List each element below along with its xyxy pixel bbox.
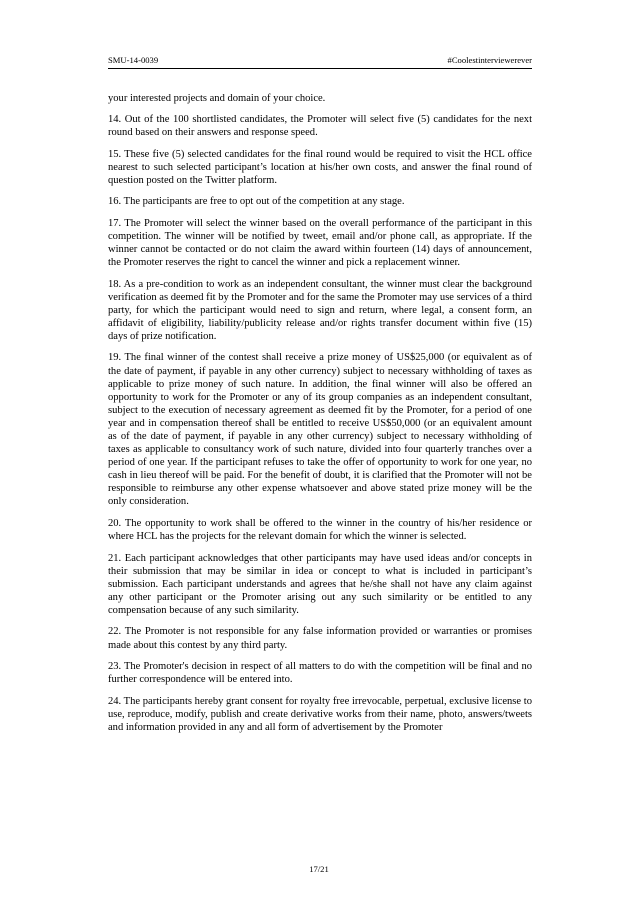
- clause-23: 23. The Promoter's decision in respect of all matters to do with the competition will be final and no further correspondence will be entered into.: [108, 660, 532, 686]
- clause-15: 15. These five (5) selected candidates for the final round would be required to visit the HCL office nearest to such selected participant’s location at his/her own costs, and answer the final round of question posted on the Twitter platform.: [108, 148, 532, 186]
- paragraph-continuation: your interested projects and domain of your choice.: [108, 93, 326, 104]
- page-number: 17/21: [309, 864, 329, 874]
- header-hashtag: #Coolestinterviewerever: [447, 55, 532, 65]
- clause-22: 22. The Promoter is not responsible for any false information provided or warranties or promises made about this contest by any third party.: [108, 626, 532, 651]
- clause-20: 20. The opportunity to work shall be offered to the winner in the country of his/her residence or where HCL has the projects for the relevant domain for which the winner is selected.: [108, 517, 532, 543]
- clause-21: 21. Each participant acknowledges that other participants may have used ideas and/or concepts in their submission that may be similar in idea or concept to what is included in participant’s submission. Each participant understands and agrees that he/she shall not have any claim against any other participant or the Promoter arising out any such similarity or be entitled to any compensation because of any such similarity.: [108, 552, 532, 616]
- clause-14: 14. Out of the 100 shortlisted candidates, the Promoter will select five (5) candidates for the next round based on their answers and response speed.: [108, 114, 532, 139]
- clause-19: 19. The final winner of the contest shall receive a prize money of US$25,000 (or equivalent as of the date of payment, if payable in any other currency) subject to necessary withholding of taxes as applicable to prize money of such nature. In addition, the final winner will also be offered an opportunity to work for the Promoter or any of its group companies as an independent consultant, subject to the execution of necessary agreement as deemed fit by the Promoter, for a period of one year and in compensation thereof shall be entitled to receive US$50,000 (or an equivalent amount as of the date of payment, if payable in any other currency) subject to necessary withholding of taxes as applicable to consultancy work of such nature, divided into four quarterly tranches over a period of one year. If the participant refuses to take the offer of opportunity to work for one year, no cash in lieu thereof will be paid. For the benefit of doubt, it is clarified that the Promoter will not be responsible to reimburse any other expense whatsoever and above stated prize money will be the only consideration.: [108, 352, 532, 508]
- clause-24: 24. The participants hereby grant consent for royalty free irrevocable, perpetual, exclusive license to use, reproduce, modify, publish and create derivative works from their name, photo, answers/tweets and information provided in any and all form of advertisement by the Promoter: [108, 695, 532, 733]
- clause-18: 18. As a pre-condition to work as an independent consultant, the winner must clear the background verification as deemed fit by the Promoter and for the same the Promoter may use services of a third party, for which the participant would need to sign and return, where legal, a consent form, an affidavit of eligibility, liability/publicity release and/or rights transfer document within five (15) days of prize notification.: [108, 278, 532, 342]
- body-text: [108, 92, 532, 742]
- clause-16: 16. The participants are free to opt out of the competition at any stage.: [108, 196, 405, 208]
- document-id: SMU-14-0039: [108, 55, 159, 65]
- page-header: [108, 54, 532, 69]
- clause-17: 17. The Promoter will select the winner based on the overall performance of the participant in this competition. The winner will be notified by tweet, email and/or phone call, as appropriate. If the winner cannot be contacted or do not claim the award within fourteen (14) days of announcement, the Promoter reserves the right to cancel the winner and pick a replacement winner.: [108, 217, 532, 269]
